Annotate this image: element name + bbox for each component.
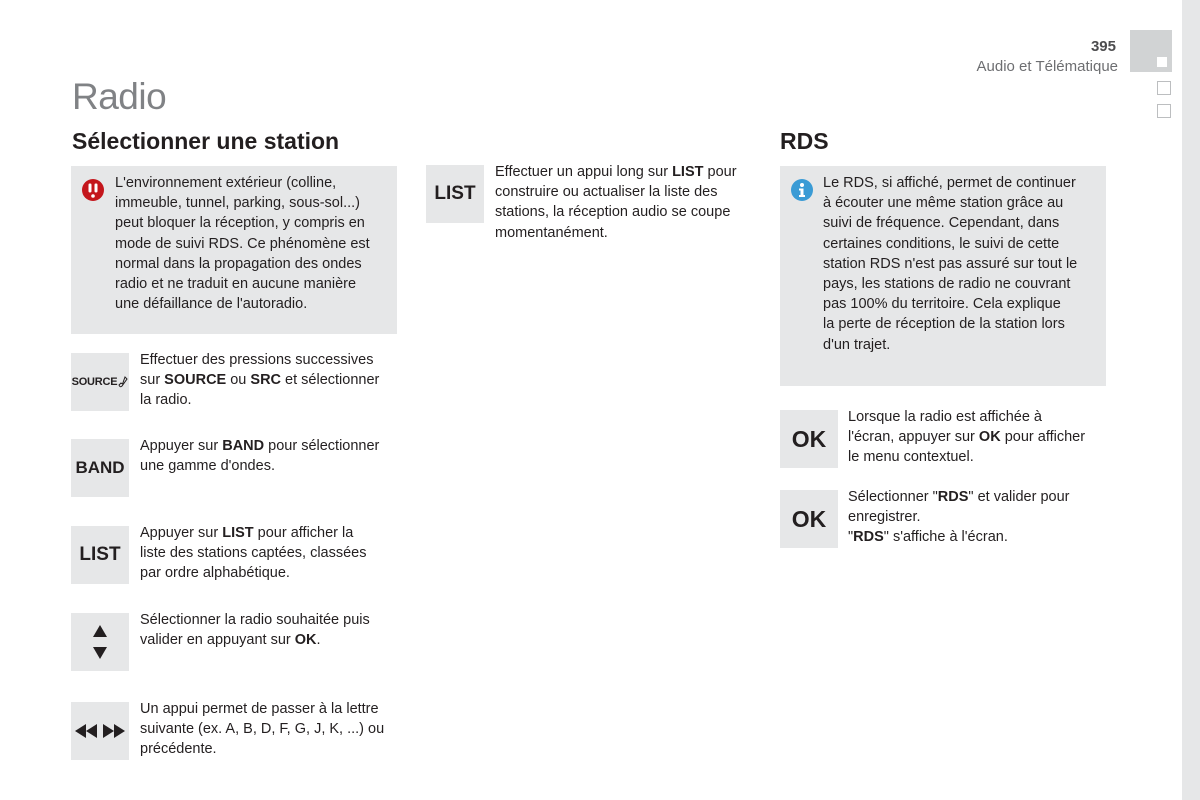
- step-text-line: [140, 610, 402, 630]
- step-text-line: [495, 202, 760, 222]
- ok-key-label: OK: [791, 425, 827, 452]
- text-run: une gamme d'ondes.: [140, 458, 275, 475]
- page-edge-bar: [1182, 0, 1200, 800]
- page-title: Radio: [72, 76, 167, 117]
- text-run: la radio.: [140, 392, 192, 409]
- step-text-line: [140, 390, 402, 410]
- step-text-line: [495, 182, 760, 202]
- text-run: enregistrer.: [848, 509, 921, 526]
- warning-text-line: mode de suivi RDS. Ce phénomène est: [115, 235, 370, 252]
- step-ok-menu-text: [848, 407, 1110, 468]
- warning-text-line: L'environnement extérieur (colline,: [115, 175, 337, 191]
- step-text-line: [848, 527, 1110, 547]
- info-text-line: station RDS n'est pas assuré sur tout le: [823, 255, 1078, 272]
- list-long-press-key-label: LIST: [434, 183, 476, 204]
- step-text-line: [140, 370, 402, 390]
- key-name: SOURCE: [164, 372, 227, 389]
- info-text-line: pas 100% du territoire. Cela explique: [823, 296, 1061, 313]
- warning-text-line: immeuble, tunnel, parking, sous-sol...): [115, 195, 360, 212]
- text-run: précédente.: [140, 741, 217, 758]
- text-run: .: [316, 632, 321, 649]
- step-text-line: [140, 456, 402, 476]
- text-run: sur: [140, 372, 165, 389]
- phone-handset-icon: [118, 376, 128, 388]
- info-text-line: à écouter une même station grâce au: [823, 195, 1064, 212]
- step-text-line: [140, 563, 402, 583]
- step-list-text: [140, 523, 402, 584]
- step-text-line: [140, 719, 402, 739]
- step-text-line: [140, 699, 402, 719]
- text-run: " s'affiche à l'écran.: [883, 529, 1008, 546]
- text-run: Appuyer sur: [140, 438, 223, 454]
- warning-icon: [82, 179, 104, 201]
- key-name: LIST: [222, 525, 254, 541]
- step-text-line: [848, 507, 1110, 527]
- step-text-line: [140, 739, 402, 759]
- text-run: pour afficher: [1000, 429, 1086, 446]
- text-run: pour afficher la: [253, 525, 354, 541]
- info-text-line: la perte de réception de la station lors: [823, 316, 1065, 333]
- text-run: stations, la réception audio se coupe: [495, 204, 731, 221]
- info-text-line: d'un trajet.: [823, 336, 891, 353]
- text-run: Sélectionner la radio souhaitée puis: [140, 612, 370, 628]
- section-name: Audio et Télématique: [976, 58, 1118, 75]
- text-run: et sélectionner: [281, 372, 380, 389]
- step-text-line: [140, 350, 402, 370]
- info-text-line: pays, les stations de radio ne couvrant: [823, 276, 1071, 293]
- up-down-arrows-icon: [71, 613, 129, 671]
- warning-text-line: normal dans la propagation des ondes: [115, 255, 362, 272]
- key-name: SRC: [250, 372, 282, 389]
- warning-text-line: une défaillance de l'autoradio.: [115, 296, 308, 313]
- info-icon: [791, 179, 813, 201]
- text-run: valider en appuyant sur: [140, 632, 295, 649]
- text-run: par ordre alphabétique.: [140, 565, 290, 582]
- key-name: RDS: [853, 529, 884, 546]
- page-number: 395: [1090, 38, 1116, 55]
- step-text-line: [848, 407, 1110, 427]
- key-name: RDS: [937, 489, 969, 505]
- step-text-line: [848, 447, 1110, 467]
- text-run: Sélectionner ": [848, 489, 938, 505]
- rewind-forward-icon: [71, 702, 129, 760]
- info-text: [823, 173, 1105, 355]
- info-text-line: suivi de fréquence. Cependant, dans: [823, 215, 1060, 232]
- key-name: LIST: [672, 164, 704, 180]
- text-run: Effectuer des pressions successives: [140, 352, 374, 368]
- text-run: pour: [703, 164, 737, 180]
- list-long-press-key-icon: [426, 165, 484, 223]
- text-run: ": [848, 529, 854, 546]
- source-key-icon: [71, 353, 129, 411]
- chapter-tab-empty-1: [1157, 81, 1171, 95]
- text-run: " et valider pour: [968, 489, 1070, 505]
- text-run: ou: [226, 372, 251, 389]
- band-key-label: BAND: [75, 458, 125, 477]
- step-skip-text: [140, 699, 402, 760]
- text-run: l'écran, appuyer sur: [848, 429, 979, 446]
- text-run: le menu contextuel.: [848, 449, 974, 466]
- list-key-icon: [71, 526, 129, 584]
- text-run: pour sélectionner: [264, 438, 380, 454]
- ok-key-icon: [780, 410, 838, 468]
- step-arrows-text: [140, 610, 402, 650]
- step-text-line: [848, 487, 1110, 507]
- step-text-line: [140, 523, 402, 543]
- text-run: suivante (ex. A, B, D, F, G, J, K, ...) ou: [140, 721, 385, 738]
- text-run: momentanément.: [495, 224, 608, 241]
- warning-text-line: radio et ne traduit en aucune manière: [115, 276, 357, 293]
- key-name: BAND: [222, 438, 265, 454]
- step-band-text: [140, 436, 402, 476]
- text-run: construire ou actualiser la liste des: [495, 184, 718, 201]
- list-key-label: LIST: [79, 544, 121, 565]
- key-name: OK: [978, 429, 1001, 446]
- chapter-tab-marker: [1157, 57, 1167, 67]
- list-long-press-text: [495, 162, 760, 243]
- source-key-label: SOURCE: [71, 376, 118, 388]
- text-run: Lorsque la radio est affichée à: [848, 409, 1043, 425]
- warning-text-line: peut bloquer la réception, y compris en: [115, 215, 365, 232]
- text-run: Effectuer un appui long sur: [495, 164, 673, 180]
- chapter-tab-empty-2: [1157, 104, 1171, 118]
- step-text-line: [140, 630, 402, 650]
- section-heading-rds: RDS: [780, 128, 829, 154]
- step-text-line: [848, 427, 1110, 447]
- warning-text: [115, 173, 395, 314]
- band-key-icon: [71, 439, 129, 497]
- text-run: liste des stations captées, classées: [140, 545, 367, 562]
- info-text-line: certaines conditions, le suivi de cette: [823, 235, 1060, 252]
- key-name: OK: [294, 632, 317, 649]
- text-run: Un appui permet de passer à la lettre: [140, 701, 379, 717]
- section-heading-select-station: Sélectionner une station: [72, 128, 340, 154]
- ok-key-label-2: OK: [791, 505, 827, 532]
- step-ok-rds-text: [848, 487, 1110, 548]
- step-source-text: [140, 350, 402, 411]
- step-text-line: [140, 436, 402, 456]
- ok-key-icon-2: [780, 490, 838, 548]
- text-run: Appuyer sur: [140, 525, 223, 541]
- info-text-line: Le RDS, si affiché, permet de continuer: [823, 175, 1076, 191]
- step-text-line: [495, 162, 760, 182]
- step-text-line: [495, 223, 760, 243]
- step-text-line: [140, 543, 402, 563]
